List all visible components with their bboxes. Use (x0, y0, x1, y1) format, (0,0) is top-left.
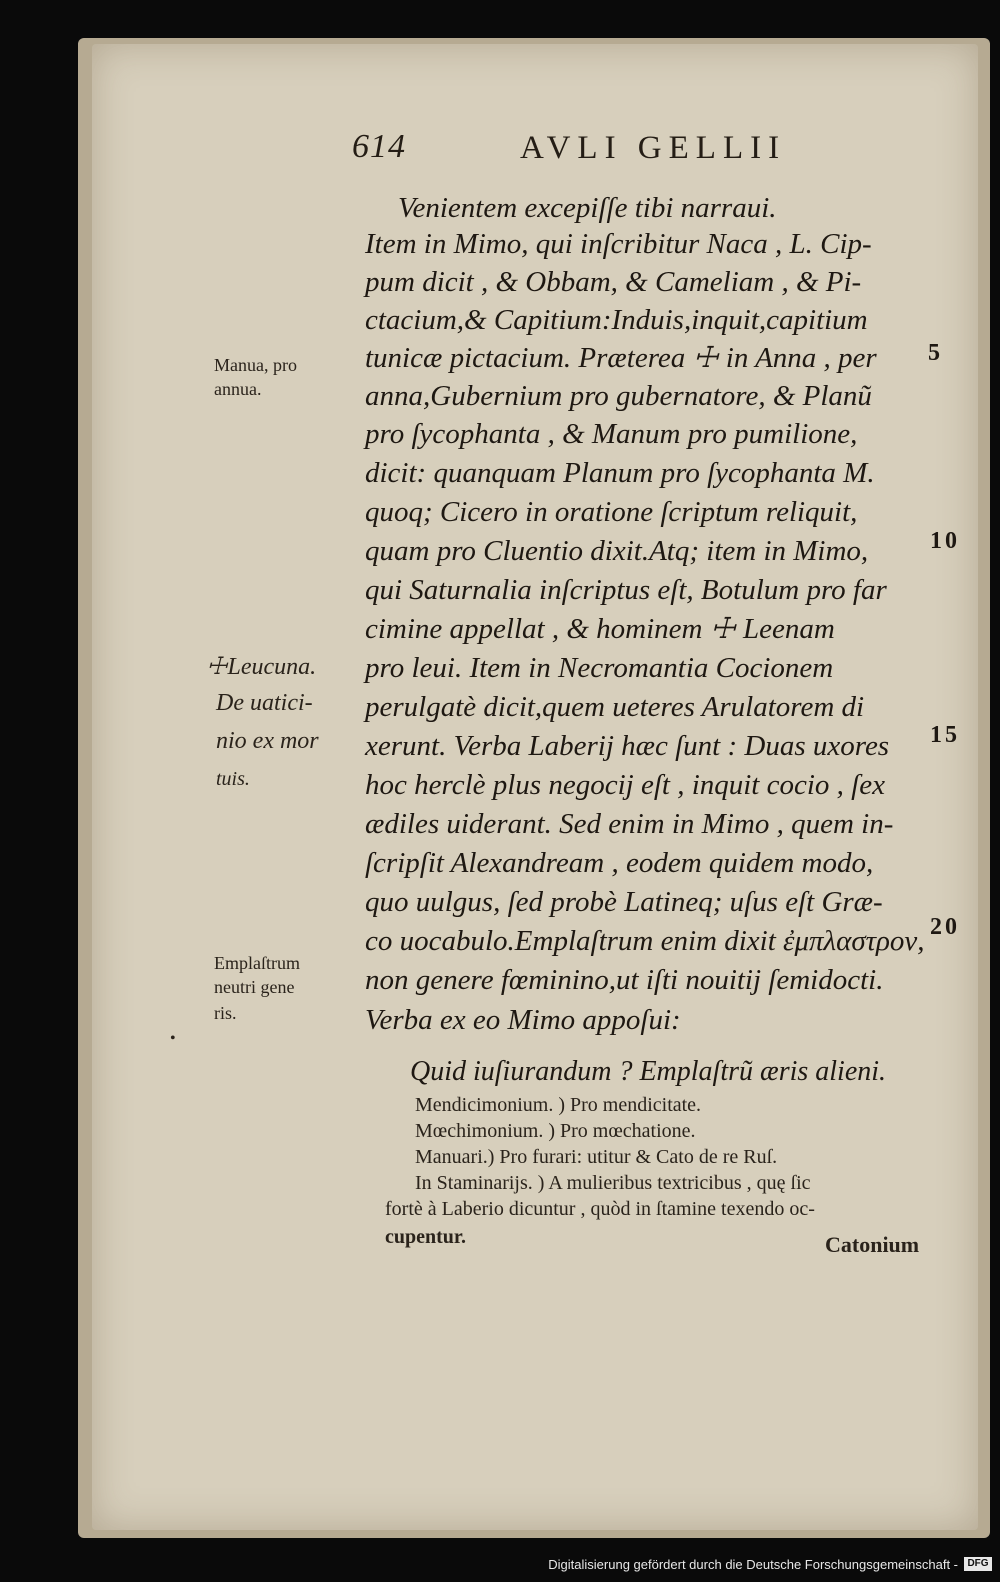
text-line: xerunt. Verba Laberij hæc ſunt : Duas uxores (365, 730, 890, 762)
margin-note: Emplaſtrum (214, 953, 300, 973)
text-line: ctacium,& Capitium:Induis,inquit,capitium (365, 304, 868, 336)
note-line: Mendicimonium. ) Pro mendicitate. (415, 1094, 702, 1116)
note-line: cupentur. (385, 1226, 466, 1248)
ink-mark: • (170, 1030, 176, 1047)
text-line: perulgatè dicit,quem ueteres Arulatorem di (365, 691, 865, 723)
running-head (0, 128, 1000, 170)
note-line: fortè à Laberio dicuntur , quòd in ſtamine texendo oc- (385, 1198, 815, 1220)
margin-note: Manua, pro (214, 355, 297, 375)
margin-note: De uatici- (216, 690, 313, 716)
verse-line: Quid iuſiurandum ? Emplaſtrũ æris alieni. (410, 1056, 887, 1087)
text-line: pum dicit , & Obbam, & Cameliam , & Pi- (365, 266, 862, 298)
margin-note: neutri gene (214, 977, 295, 997)
note-line: In Staminarijs. ) A mulieribus textricibus , quę ſic (415, 1172, 811, 1194)
note-line: Manuari.) Pro furari: utitur & Cato de re Ruſ. (415, 1146, 778, 1168)
line-number: 20 (930, 914, 960, 940)
text-line: ſcripſit Alexandream , eodem quidem modo, (365, 847, 874, 879)
margin-note: nio ex mor (216, 728, 319, 754)
text-line: anna,Gubernium pro gubernatore, & Planũ (365, 380, 872, 412)
note-line: Mœchimonium. ) Pro mœchatione. (415, 1120, 696, 1142)
page-number: 614 (352, 128, 406, 165)
footer-credit: Digitalisierung gefördert durch die Deutsche Forschungsgemeinschaft - (548, 1557, 958, 1572)
text-line: cimine appellat , & hominem ☩ Leenam (365, 613, 835, 645)
text-line: hoc herclè plus negocij eſt , inquit cocio , ſex (365, 769, 885, 801)
line-number: 15 (930, 722, 960, 748)
text-line: pro leui. Item in Necromantia Cocionem (365, 652, 834, 684)
text-line: tunicæ pictacium. Præterea ☩ in Anna , per (365, 342, 877, 374)
margin-note: tuis. (216, 768, 250, 790)
text-line: pro ſycophanta , & Manum pro pumilione, (365, 418, 858, 450)
text-line: dicit: quanquam Planum pro ſycophanta M. (365, 457, 875, 489)
text-line: Item in Mimo, qui inſcribitur Naca , L. Cip- (365, 228, 872, 260)
footer-bar (0, 1549, 1000, 1582)
text-line: qui Saturnalia inſcriptus eſt, Botulum pro far (365, 574, 887, 606)
text-line: non genere fœminino,ut iſti nouitij ſemidocti. (365, 964, 884, 996)
text-line: quo uulgus, ſed probè Latineq; uſus eſt Græ- (365, 886, 883, 918)
line-number: 5 (928, 340, 943, 366)
margin-note: annua. (214, 379, 262, 399)
text-line: Verba ex eo Mimo appoſui: (365, 1004, 681, 1036)
text-line: Venientem excepiſſe tibi narraui. (398, 192, 777, 224)
dfg-logo: DFG (964, 1557, 992, 1571)
running-title: AVLI GELLII (520, 130, 787, 166)
line-number: 10 (930, 528, 960, 554)
text-line: quoq; Cicero in oratione ſcriptum reliquit, (365, 496, 858, 528)
text-line: quam pro Cluentio dixit.Atq; item in Mimo, (365, 535, 869, 567)
catchword: Catonium (825, 1232, 920, 1257)
margin-note: ☩Leucuna. (206, 654, 317, 680)
text-line: co uocabulo.Emplaſtrum enim dixit ἐμπλαστρον, (365, 925, 925, 957)
margin-note: ris. (214, 1003, 237, 1023)
text-line: ædiles uiderant. Sed enim in Mimo , quem in- (365, 808, 894, 840)
